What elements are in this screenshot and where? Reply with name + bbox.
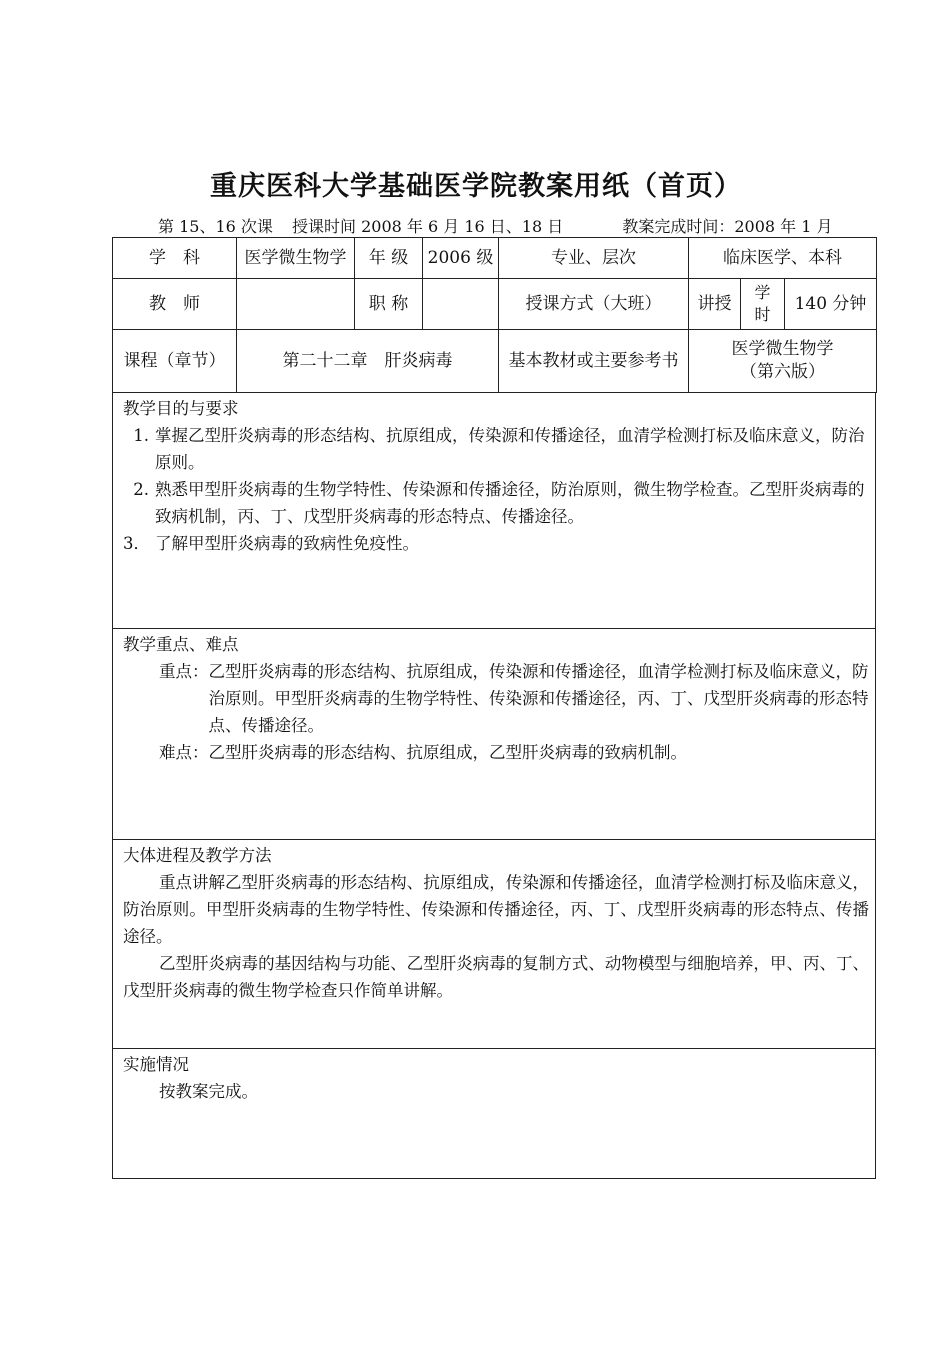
course-value: 第二十二章 肝炎病毒 [237,330,499,393]
implementation-section [112,1049,876,1179]
teacher-label: 教 师 [113,279,237,330]
difficult-point: 难点： 乙型肝炎病毒的形态结构、抗原组成，乙型肝炎病毒的致病机制。 [159,743,687,762]
textbook-line1: 医学微生物学 [731,339,834,360]
process-heading: 大体进程及教学方法 [123,846,272,865]
course-label: 课程（章节） [113,330,237,393]
table-row [113,279,877,330]
teaching-mode-label: 授课方式（大班） [499,279,689,330]
title-value [423,279,499,330]
textbook-value [689,330,877,393]
objectives-section [112,393,876,629]
hours-label: 学时 [741,279,785,330]
title-label: 职 称 [355,279,423,330]
grade-value: 2006 级 [423,238,499,279]
list-item: 3． 了解甲型肝炎病毒的致病性免疫性。 [123,534,419,553]
implementation-text: 按教案完成。 [159,1082,258,1101]
hours-value: 140 分钟 [785,279,877,330]
major-label: 专业、层次 [499,238,689,279]
lecture-label: 讲授 [689,279,741,330]
teacher-value [237,279,355,330]
teach-time: 授课时间 2008 年 6 月 16 日、18 日 [292,217,564,236]
lesson-info-line [158,214,878,237]
major-value: 临床医学、本科 [689,238,877,279]
textbook-label: 基本教材或主要参考书 [499,330,689,393]
process-paragraph: 重点讲解乙型肝炎病毒的形态结构、抗原组成，传染源和传播途径，血清学检测打标及临床意义，防治原则。甲型肝炎病毒的生物学特性、传染源和传播途径，丙、丁、戊型肝炎病毒的形态特点、传播途径。 [123,873,869,946]
table-row [113,330,877,393]
key-point: 重点： 乙型肝炎病毒的形态结构、抗原组成，传染源和传播途径，血清学检测打标及临床意义，防治原则。甲型肝炎病毒的生物学特性、传染源和传播途径，丙、丁、戊型肝炎病毒的形态特点、传播途径。 [159,662,869,735]
subject-label: 学 科 [113,238,237,279]
course-info-table [112,237,877,393]
implementation-heading: 实施情况 [123,1055,189,1074]
keypoints-section [112,629,876,840]
objectives-heading: 教学目的与要求 [123,399,239,418]
textbook-line2: （第六版） [740,362,825,382]
process-paragraph: 乙型肝炎病毒的基因结构与功能、乙型肝炎病毒的复制方式、动物模型与细胞培养，甲、丙、丁、戊型肝炎病毒的微生物学检查只作简单讲解。 [123,954,869,1000]
grade-label: 年 级 [355,238,423,279]
list-item: 2. 熟悉甲型肝炎病毒的生物学特性、传染源和传播途径，防治原则，微生物学检查。乙型肝炎病毒的致病机制，丙、丁、戊型肝炎病毒的形态特点、传播途径。 [133,480,865,526]
process-section [112,840,876,1049]
completion-time: 教案完成时间：2008 年 1 月 [622,217,833,236]
table-row [113,238,877,279]
list-item: 1. 掌握乙型肝炎病毒的形态结构、抗原组成，传染源和传播途径，血清学检测打标及临床意义，防治原则。 [133,426,865,472]
subject-value: 医学微生物学 [237,238,355,279]
page-title: 重庆医科大学基础医学院教案用纸（首页） [210,171,742,202]
keypoints-heading: 教学重点、难点 [123,635,239,654]
lesson-number: 第 15、16 次课 [158,217,273,236]
